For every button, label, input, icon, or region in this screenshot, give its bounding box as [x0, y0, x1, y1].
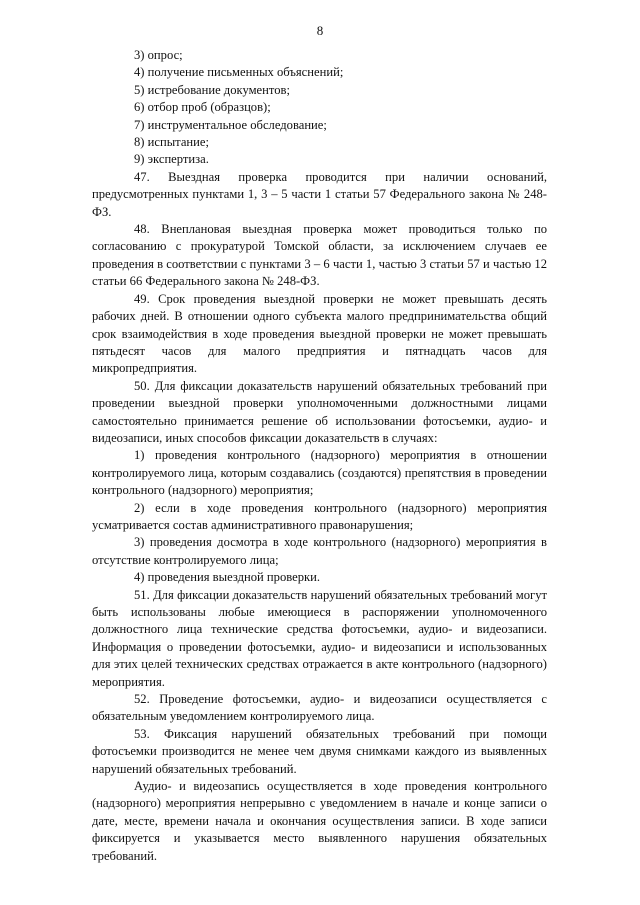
- paragraph-53: 53. Фиксация нарушений обязательных требований при помощи фотосъемки производится не менее чем двумя снимками каждого из выявленных нарушений обязательных требований.: [92, 726, 547, 776]
- list-item: 5) истребование документов;: [134, 82, 290, 97]
- paragraph-52: 52. Проведение фотосъемки, аудио- и видеозаписи осуществляется с обязательным уведомлением контролируемого лица.: [92, 692, 547, 724]
- paragraph-53-continued: Аудио- и видеозапись осуществляется в ходе проведения контрольного (надзорного) мероприятия непрерывно с уведомлением в начале и конце записи о дате, месте, времени начала и окончания осуществления записи. В ходе записи фиксируется и указывается место выявленного нарушения обязательных требований.: [92, 779, 547, 863]
- paragraph-50-item-2: 2) если в ходе проведения контрольного (надзорного) мероприятия усматривается состав административного правонарушения;: [92, 500, 547, 532]
- document-body: [92, 47, 547, 865]
- paragraph-50-item-1: 1) проведения контрольного (надзорного) мероприятия в отношении контролируемого лица, которым создавались (создаются) препятствия в проведении контрольного (надзорного) мероприятия;: [92, 448, 547, 498]
- paragraph-50-item-3: 3) проведения досмотра в ходе контрольного (надзорного) мероприятия в отсутствие контролируемого лица;: [92, 535, 547, 567]
- paragraph-48: 48. Внеплановая выездная проверка может проводиться только по согласованию с прокуратурой Томской области, за исключением случаев ее проведения в соответствии с пунктами 3 – 6 части 1, частью 3 статьи 57 и частью 12 статьи 66 Федерального закона № 248-ФЗ.: [92, 222, 547, 289]
- page-number: 8: [316, 23, 324, 38]
- paragraph-49: 49. Срок проведения выездной проверки не может превышать десять рабочих дней. В отношении одного субъекта малого предпринимательства общий срок взаимодействия в ходе проведения выездной проверки не может превышать пятьдесят часов для малого предприятия и пятнадцать часов для микропредприятия.: [92, 291, 547, 376]
- list-item: 8) испытание;: [134, 135, 209, 150]
- list-item: 6) отбор проб (образцов);: [134, 100, 271, 115]
- list-item: 7) инструментальное обследование;: [134, 117, 327, 132]
- list-item: 9) экспертиза.: [134, 152, 209, 167]
- paragraph-51: 51. Для фиксации доказательств нарушений обязательных требований могут быть использованы любые имеющиеся в распоряжении уполномоченного должностного лица технические средства фотосъемки, аудио- и видеозаписи. Информация о проведении фотосъемки, аудио- и видеозаписи и использованных для этих целей технических средствах отражается в акте контрольного (надзорного) мероприятия.: [92, 587, 547, 689]
- paragraph-50: 50. Для фиксации доказательств нарушений обязательных требований при проведении выездной проверки уполномоченными должностными лицами самостоятельно принимается решение об использовании фотосъемки, аудио- и видеозаписи, иных способов фиксации доказательств в случаях:: [92, 378, 547, 445]
- list-item: 3) опрос;: [134, 48, 183, 62]
- paragraph-50-item-4: 4) проведения выездной проверки.: [134, 570, 321, 585]
- list-item: 4) получение письменных объяснений;: [134, 65, 344, 80]
- paragraph-47: 47. Выездная проверка проводится при наличии оснований, предусмотренных пунктами 1, 3 – 5 части 1 статьи 57 Федерального закона № 248-ФЗ.: [92, 169, 547, 219]
